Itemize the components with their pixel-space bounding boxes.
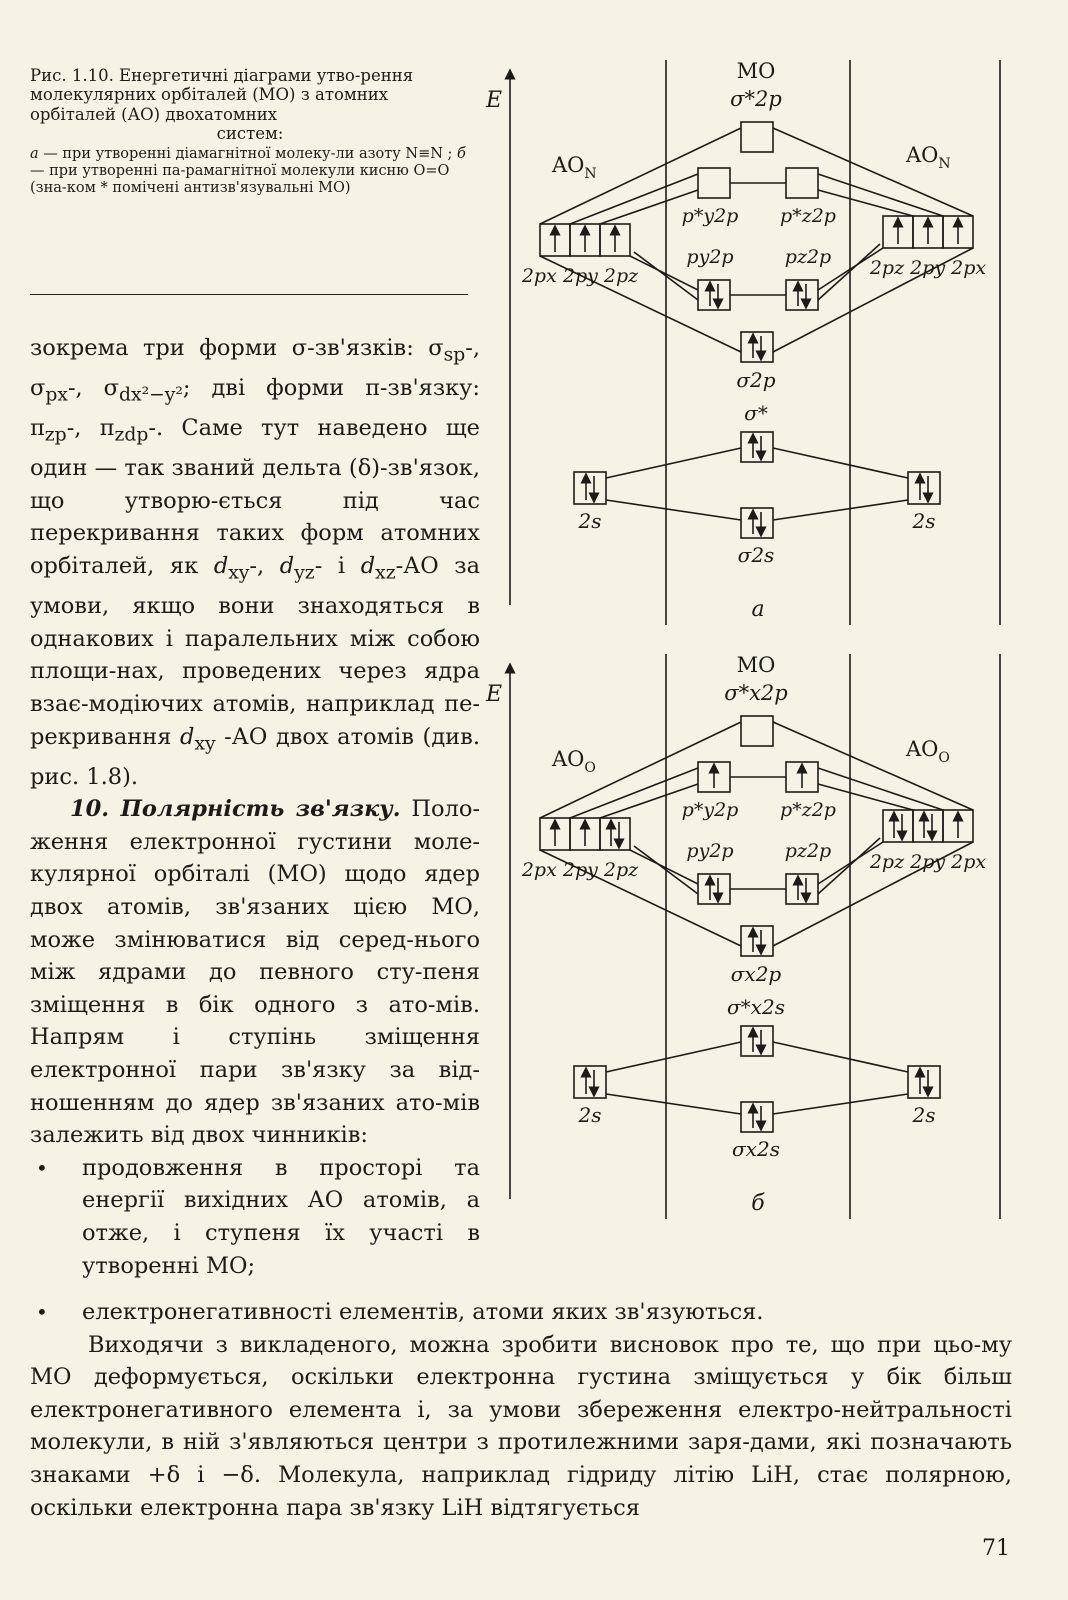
left-to-sigma-2p <box>540 256 741 352</box>
ao-left-subscript: O <box>584 760 596 776</box>
right-to-sigma-star <box>773 128 973 216</box>
italic-d: d <box>213 553 229 580</box>
caption-note <box>30 146 470 197</box>
sigma-2p-box <box>741 332 773 362</box>
text-run: ; дві форми π-зв'язку: π <box>30 375 480 442</box>
right-p-labels: 2pz 2py 2px <box>869 257 987 279</box>
caption-title-text: Рис. 1.10. Енергетичні діаграми утво-рення молекулярних орбіталей (МО) з атомних орбіталей (АО) двохатомних <box>30 66 414 124</box>
s-left-to-sigma-star <box>606 1042 741 1072</box>
subscript: xy <box>194 733 216 755</box>
caption-a-letter: а <box>30 145 39 162</box>
label-py: py2p <box>686 246 734 268</box>
label-2s-right: 2s <box>912 1103 936 1127</box>
subscript: sp <box>443 344 466 366</box>
label-sigma-2p: σ2p <box>736 368 776 392</box>
factor-list-cont <box>30 1296 1012 1329</box>
left-p-labels: 2px 2py 2pz <box>521 265 639 287</box>
mo-header: MO <box>736 653 776 677</box>
subscript: dx²−y² <box>119 384 183 406</box>
s-right-to-sigma <box>773 500 908 520</box>
label-sigma-2s: σ2s <box>737 543 775 567</box>
page-number: 71 <box>982 1536 1010 1561</box>
subscript: zp <box>44 424 67 446</box>
diagram-letter: б <box>751 1191 765 1216</box>
caption-title-end: систем: <box>216 124 284 144</box>
text-run: -АО за умови, якщо вони знаходяться в однакових і паралельних між собою площи-нах, проведених через ядра взає-модіючих атомів, наприклад пе-рекривання <box>30 553 480 750</box>
sigma-star-2p-box <box>741 122 773 152</box>
factor-list <box>30 1152 480 1282</box>
s-right-to-sigma-star <box>773 1042 908 1072</box>
list-item: • електронегативності елементів, атоми яких зв'язуються. <box>30 1296 1012 1329</box>
sigma-2s-box <box>741 508 773 538</box>
right-2s-box <box>908 1066 940 1098</box>
energy-axis-label: E <box>485 682 503 707</box>
caption-b-text2: O (зна-ком * помічені антизв'язувальні МО) <box>30 162 450 197</box>
caption-a-text2: N ; <box>430 145 458 162</box>
subscript: yz <box>294 562 315 584</box>
ao-right-label: $AO_O$ <box>906 737 950 766</box>
left-column-text <box>30 332 480 1282</box>
text-run: зокрема три форми σ-зв'язків: σ <box>30 335 444 361</box>
pi-y-box <box>698 280 730 310</box>
italic-d: d <box>279 553 295 580</box>
caption-title <box>30 66 470 144</box>
ao-right-subscript: N <box>938 156 951 172</box>
caption-divider <box>30 294 468 295</box>
subscript: xz <box>375 562 396 584</box>
label-py: py2p <box>686 840 734 862</box>
double-bond-symbol: = <box>425 162 438 179</box>
ao-left-subscript: N <box>584 166 597 182</box>
text-run: -АО двох атомів (див. рис. 1.8). <box>30 723 480 790</box>
sigma-star-2p-box <box>741 716 773 746</box>
right-to-sigma-star <box>773 722 973 810</box>
s-left-to-sigma <box>606 500 741 520</box>
diagram-a <box>485 59 1000 625</box>
label-py-star: p*y2p <box>681 799 739 821</box>
label-py-star: p*y2p <box>681 205 739 227</box>
label-sigma-2s: σx2s <box>732 1137 780 1161</box>
label-sigma-star-2s: σ*x2s <box>727 995 785 1019</box>
s-left-to-sigma <box>606 1094 741 1114</box>
italic-d: d <box>180 723 195 750</box>
label-pz-star: p*z2p <box>780 205 836 227</box>
sigma-2s-box <box>741 1102 773 1132</box>
mo-energy-diagrams <box>485 50 1028 1235</box>
right-p-orbital-cell <box>883 810 913 842</box>
label-sigma-2p: σx2p <box>730 962 782 986</box>
energy-axis-label: E <box>485 88 503 113</box>
caption-b-text: — при утворенні па-рамагнітної молекули кисню O <box>30 162 426 179</box>
ao-left-label: $AO_N$ <box>552 153 597 182</box>
text-run: -, σ <box>30 335 480 402</box>
diagram-letter: а <box>751 597 765 622</box>
text-run: -, σ <box>67 375 119 402</box>
left-p-labels: 2px 2py 2pz <box>521 859 639 881</box>
sigma-star-2s-box <box>741 1026 773 1056</box>
left-p-orbital-cell <box>600 818 630 850</box>
list-item: • продовження в просторі та енергії вихідних АО атомів, а отже, і ступеня їх участі в утворенні МО; <box>30 1152 480 1282</box>
pi-z-box <box>786 874 818 904</box>
subscript: px <box>45 384 68 406</box>
paragraph-sigma-forms <box>30 332 480 793</box>
right-p-labels: 2pz 2py 2px <box>869 851 987 873</box>
right-2s-box <box>908 472 940 504</box>
text-run: - і <box>314 553 361 580</box>
left-2s-box <box>574 1066 606 1098</box>
sigma-2p-box <box>741 926 773 956</box>
mo-header: MO <box>736 59 776 83</box>
ao-right-label: $AO_N$ <box>906 143 951 172</box>
caption-a-text: — при утворенні діамагнітної молеку-ли азоту N <box>38 145 419 162</box>
paragraph-conclusion: Виходячи з викладеного, можна зробити висновок про те, що при цьо-му МО деформується, оскільки електронна густина зміщується у бік більш електронегативного елемента і, за умови збереження електро-нейтральності молекули, в ній з'являються центри з протилежними заря-дами, які позначають знаками +δ і −δ. Молекула, наприклад гідриду літію LiH, стає полярною, оскільки електронна пара зв'язку LiH відтягується <box>30 1331 1012 1521</box>
triple-bond-symbol: ≡ <box>418 145 431 162</box>
label-2s-left: 2s <box>578 1103 602 1127</box>
label-sigma-star-2p: σ*x2p <box>724 681 788 705</box>
section-heading-polarity: 10. Полярність зв'язку. <box>70 796 401 823</box>
paragraph-polarity <box>30 793 480 1152</box>
text-run: -, <box>249 553 280 580</box>
label-sigma-star-2p: σ*2p <box>730 87 782 111</box>
pi-star-z-box <box>786 168 818 198</box>
label-pz-star: p*z2p <box>780 799 836 821</box>
figure-caption <box>30 66 470 197</box>
left-2s-box <box>574 472 606 504</box>
caption-b-letter: б <box>457 145 466 162</box>
right-p-orbital-cell <box>913 810 943 842</box>
label-pz: pz2p <box>784 246 832 268</box>
s-right-to-sigma-star <box>773 448 908 478</box>
subscript: xy <box>228 562 250 584</box>
label-pz: pz2p <box>784 840 832 862</box>
text-run: -, π <box>66 415 115 442</box>
left-to-sigma-2p <box>540 850 741 946</box>
italic-d: d <box>360 553 376 580</box>
subscript: zdp <box>114 424 149 446</box>
label-2s-right: 2s <box>912 509 936 533</box>
s-left-to-sigma-star <box>606 448 741 478</box>
diagram-b <box>485 653 1000 1219</box>
pi-z-box <box>786 280 818 310</box>
ao-left-label: $AO_O$ <box>552 747 596 776</box>
text-run: Поло-ження електронної густини моле-кулярної орбіталі (МО) щодо ядер двох атомів, зв'язаних цією МО, може змінюватися від серед-нього між ядрами до певного сту-пеня зміщення в бік одного з ато-мів. Напрям і ступінь зміщення електронної пари зв'язку за від-ношенням до ядер зв'язаних ато-мів залежить від двох чинників: <box>30 796 481 1149</box>
label-2s-left: 2s <box>578 509 602 533</box>
text-run: -. Саме тут наведено ще один — так званий дельта (δ)-зв'язок, що утворю-ється під час перекривання таких форм атомних орбіталей, як <box>30 415 480 580</box>
ao-right-subscript: O <box>938 750 950 766</box>
pi-y-box <box>698 874 730 904</box>
s-right-to-sigma <box>773 1094 908 1114</box>
sigma-star-2s-box <box>741 432 773 462</box>
pi-star-y-box <box>698 168 730 198</box>
label-sigma-star-2s: σ* <box>744 401 768 425</box>
full-width-text <box>30 1296 1012 1524</box>
